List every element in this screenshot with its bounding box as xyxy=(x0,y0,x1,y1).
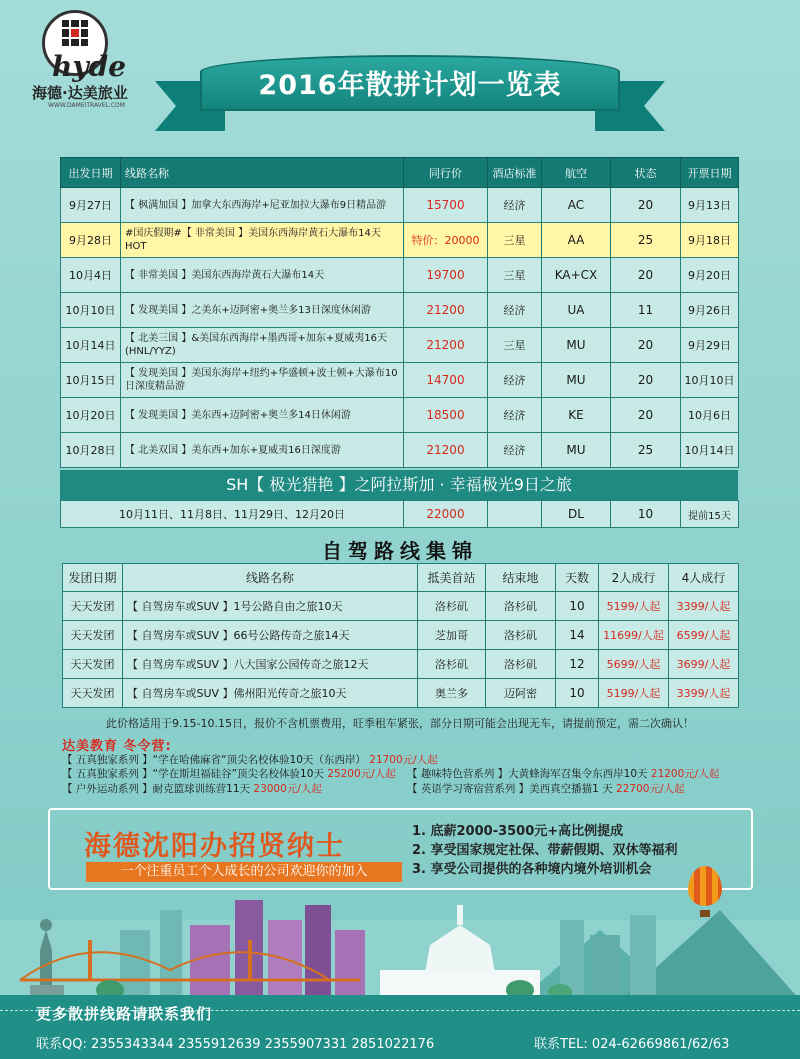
row-days: 10 xyxy=(556,592,599,621)
row-airline: AC xyxy=(542,188,611,223)
row-route: 【 自驾房车或SUV 】1号公路自由之旅10天 xyxy=(123,592,418,621)
benefit-item: 1. 底薪2000-3500元+高比例提成 xyxy=(412,824,624,839)
row-price-2: 11699/人起 xyxy=(599,621,669,650)
logo-company-name: 海德·达美旅业 xyxy=(32,84,128,102)
row-end: 迈阿密 xyxy=(486,679,556,708)
row-route: 【 自驾房车或SUV 】佛州阳光传奇之旅10天 xyxy=(123,679,418,708)
edu-item: 【 英语学习寄宿营系列 】美西真空播猫1 天 22700元/人起 xyxy=(407,782,685,795)
footer-cta: 更多散拼线路请联系我们 xyxy=(36,1005,213,1023)
row-price: 15700 xyxy=(404,188,488,223)
row-price: 18500 xyxy=(404,398,488,433)
row-ticket-date: 10月10日 xyxy=(681,363,739,398)
table-row xyxy=(61,188,739,223)
row-date: 9月27日 xyxy=(61,188,121,223)
row-price-2: 5199/人起 xyxy=(599,592,669,621)
table-row xyxy=(63,650,739,679)
row-date: 10月28日 xyxy=(61,433,121,468)
recruit-subtitle: 一个注重员工个人成长的公司欢迎你的加入 xyxy=(86,862,402,882)
contact-footer xyxy=(0,995,800,1059)
benefit-item: 2. 享受国家规定社保、带薪假期、双休等福利 xyxy=(412,843,678,858)
table-row xyxy=(63,621,739,650)
header-end: 结束地 xyxy=(486,564,556,592)
header-route: 线路名称 xyxy=(123,564,418,592)
row-hotel: 经济 xyxy=(488,293,542,328)
row-airline: KA+CX xyxy=(542,258,611,293)
price-note: 此价格适用于9.15-10.15日，报价不含机票费用，旺季租车紧张，部分日期可能会出现无车，请提前预定，需二次确认！ xyxy=(106,717,694,730)
aurora-airline: DL xyxy=(542,501,611,528)
row-ticket-date: 9月18日 xyxy=(681,223,739,258)
row-end: 洛杉矶 xyxy=(486,621,556,650)
row-price-4: 6599/人起 xyxy=(669,621,739,650)
aurora-status: 10 xyxy=(611,501,681,528)
header-route: 线路名称 xyxy=(121,158,404,188)
row-start: 洛杉矶 xyxy=(418,592,486,621)
edu-item: 【 户外运动系列 】耐克篮球训练营11天 23000元/人起 xyxy=(62,782,322,795)
page-title: 2016年散拼计划一览表 xyxy=(258,70,562,101)
row-status: 20 xyxy=(611,363,681,398)
row-price: 21200 xyxy=(404,433,488,468)
row-route: 【 发现美国 】美东西+迈阿密+奥兰多14日休闲游 xyxy=(121,398,404,433)
row-hotel: 经济 xyxy=(488,363,542,398)
logo-url: WWW.DAMEITRAVEL.COM xyxy=(48,102,125,109)
aurora-dates: 10月11日、11月8日、11月29日、12月20日 xyxy=(61,501,404,528)
edu-title: 达美教育 冬令营: xyxy=(62,739,172,754)
self-drive-table xyxy=(62,563,739,708)
table-header-row xyxy=(61,158,739,188)
aurora-tour-banner: SH【 极光猎艳 】之阿拉斯加 · 幸福极光9日之旅 xyxy=(60,470,738,500)
row-days: 10 xyxy=(556,679,599,708)
footer-qq: 联系QQ: 2355343344 2355912639 2355907331 2851022176 xyxy=(36,1037,435,1052)
header-depart: 发团日期 xyxy=(63,564,123,592)
row-hotel: 经济 xyxy=(488,433,542,468)
header-status: 状态 xyxy=(611,158,681,188)
row-hotel: 三星 xyxy=(488,328,542,363)
title-ribbon xyxy=(200,55,620,117)
row-status: 25 xyxy=(611,223,681,258)
hot-air-balloon-icon xyxy=(688,866,722,906)
row-price: 21200 xyxy=(404,328,488,363)
row-route: 【 自驾房车或SUV 】八大国家公园传奇之旅12天 xyxy=(123,650,418,679)
row-price-4: 3399/人起 xyxy=(669,679,739,708)
row-status: 20 xyxy=(611,258,681,293)
row-hotel: 三星 xyxy=(488,258,542,293)
edu-item: 【 趣味特色营系列 】大黄蜂海军召集令东西岸10天 21200元/人起 xyxy=(407,768,720,781)
benefit-item: 3. 享受公司提供的各种境内境外培训机会 xyxy=(412,862,652,877)
self-drive-title: 自驾路线集锦 xyxy=(322,539,478,563)
row-route: 【 枫满加国 】加拿大东西海岸+尼亚加拉大瀑布9日精品游 xyxy=(121,188,404,223)
tour-schedule-table xyxy=(60,157,739,468)
row-date: 天天发团 xyxy=(63,679,123,708)
logo-grid-icon xyxy=(62,20,88,46)
table-row xyxy=(61,363,739,398)
row-ticket-date: 9月29日 xyxy=(681,328,739,363)
row-price-2: 5199/人起 xyxy=(599,679,669,708)
recruit-benefits xyxy=(412,822,678,879)
row-end: 洛杉矶 xyxy=(486,650,556,679)
row-ticket-date: 9月20日 xyxy=(681,258,739,293)
table-row xyxy=(61,433,739,468)
row-airline: MU xyxy=(542,328,611,363)
row-ticket-date: 9月26日 xyxy=(681,293,739,328)
row-ticket-date: 10月14日 xyxy=(681,433,739,468)
header-date: 出发日期 xyxy=(61,158,121,188)
row-date: 10月4日 xyxy=(61,258,121,293)
row-ticket-date: 9月13日 xyxy=(681,188,739,223)
row-price-4: 3699/人起 xyxy=(669,650,739,679)
row-date: 10月14日 xyxy=(61,328,121,363)
row-date: 天天发团 xyxy=(63,650,123,679)
edu-item: 【 五真独家系列 】“学在哈佛麻省“顶尖名校体验10天（东西岸） 21700元/人起 xyxy=(62,753,438,766)
table-header-row xyxy=(63,564,739,592)
row-start: 洛杉矶 xyxy=(418,650,486,679)
row-status: 20 xyxy=(611,188,681,223)
row-days: 14 xyxy=(556,621,599,650)
table-row xyxy=(63,679,739,708)
aurora-ticket: 提前15天 xyxy=(681,501,739,528)
row-status: 20 xyxy=(611,398,681,433)
row-airline: UA xyxy=(542,293,611,328)
aurora-hotel xyxy=(488,501,542,528)
header-ticket-date: 开票日期 xyxy=(681,158,739,188)
balloon-basket-icon xyxy=(700,910,710,917)
row-date: 9月28日 xyxy=(61,223,121,258)
row-start: 芝加哥 xyxy=(418,621,486,650)
edu-item: 【 五真独家系列 】“学在斯坦福硅谷”顶尖名校体验10天 25200元/人起 xyxy=(62,768,396,781)
row-route: 【 非常美国 】美国东西海岸黄石大瀑布14天 xyxy=(121,258,404,293)
row-start: 奥兰多 xyxy=(418,679,486,708)
row-date: 天天发团 xyxy=(63,621,123,650)
row-price: 21200 xyxy=(404,293,488,328)
header-first-stop: 抵美首站 xyxy=(418,564,486,592)
header-days: 天数 xyxy=(556,564,599,592)
row-date: 10月15日 xyxy=(61,363,121,398)
row-date: 10月20日 xyxy=(61,398,121,433)
header-4-people: 4人成行 xyxy=(669,564,739,592)
row-price-2: 5699/人起 xyxy=(599,650,669,679)
aurora-price: 22000 xyxy=(404,501,488,528)
header-price: 同行价 xyxy=(404,158,488,188)
header-hotel: 酒店标准 xyxy=(488,158,542,188)
table-row xyxy=(61,293,739,328)
row-airline: MU xyxy=(542,433,611,468)
row-price: 特价：20000 xyxy=(404,223,488,258)
row-route: 【 北美双国 】美东西+加东+夏威夷16日深度游 xyxy=(121,433,404,468)
row-airline: MU xyxy=(542,363,611,398)
row-date: 10月10日 xyxy=(61,293,121,328)
row-price: 14700 xyxy=(404,363,488,398)
row-price-4: 3399/人起 xyxy=(669,592,739,621)
footer-tel: 联系TEL: 024-62669861/62/63 xyxy=(534,1037,730,1052)
table-row xyxy=(63,592,739,621)
company-logo xyxy=(28,10,138,109)
recruit-panel xyxy=(48,808,753,890)
row-status: 25 xyxy=(611,433,681,468)
row-date: 天天发团 xyxy=(63,592,123,621)
table-row xyxy=(61,258,739,293)
city-skyline-illustration xyxy=(0,890,800,1000)
row-status: 11 xyxy=(611,293,681,328)
row-hotel: 经济 xyxy=(488,188,542,223)
row-status: 20 xyxy=(611,328,681,363)
row-route: 【 北美三国 】&美国东西海岸+墨西哥+加东+夏威夷16天 (HNL/YYZ) xyxy=(121,328,404,363)
row-hotel: 三星 xyxy=(488,223,542,258)
recruit-title: 海德沈阳办招贤纳士 xyxy=(84,831,345,862)
table-row-highlight xyxy=(61,223,739,258)
table-row xyxy=(61,328,739,363)
row-hotel: 经济 xyxy=(488,398,542,433)
row-days: 12 xyxy=(556,650,599,679)
row-ticket-date: 10月6日 xyxy=(681,398,739,433)
row-route: 【 发现美国 】之美东+迈阿密+奥兰多13日深度休闲游 xyxy=(121,293,404,328)
aurora-tour-row xyxy=(60,500,739,528)
row-airline: KE xyxy=(542,398,611,433)
table-row xyxy=(61,398,739,433)
row-price: 19700 xyxy=(404,258,488,293)
row-route: #国庆假期#【 非常美国 】美国东西海岸黄石大瀑布14天 HOT xyxy=(121,223,404,258)
row-end: 洛杉矶 xyxy=(486,592,556,621)
row-airline: AA xyxy=(542,223,611,258)
logo-word: hyde xyxy=(52,50,127,83)
header-airline: 航空 xyxy=(542,158,611,188)
row-route: 【 发现美国 】美国东海岸+纽约+华盛顿+波士顿+大瀑布10日深度精品游 xyxy=(121,363,404,398)
header-2-people: 2人成行 xyxy=(599,564,669,592)
row-route: 【 自驾房车或SUV 】66号公路传奇之旅14天 xyxy=(123,621,418,650)
edu-list xyxy=(62,752,752,796)
